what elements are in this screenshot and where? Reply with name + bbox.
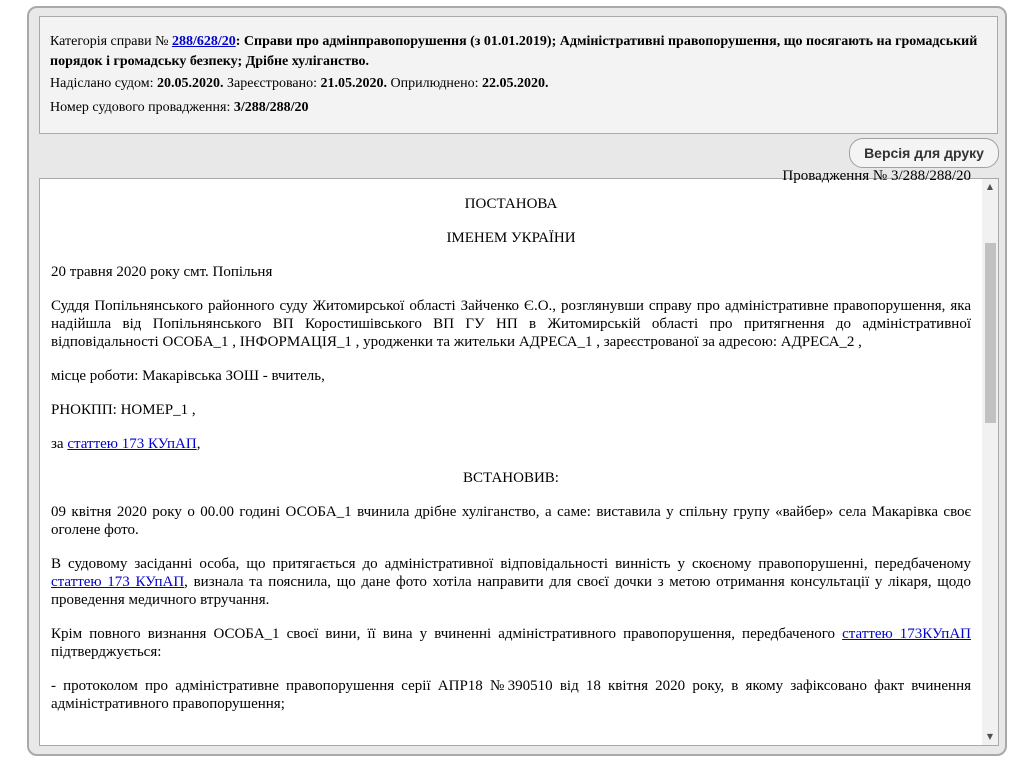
article-suffix: , bbox=[196, 436, 201, 452]
registered-label: Зареєстровано: bbox=[223, 76, 321, 91]
category-text: : Справи про адмінправопорушення (з 01.01.2019); Адміністративні правопорушення, що посягають на громадський порядок і громадську безпеку; Дрібне хуліганство. bbox=[50, 34, 978, 69]
case-number-link[interactable]: 288/628/20 bbox=[171, 34, 236, 49]
document-scrollbar[interactable] bbox=[982, 179, 998, 745]
proceeding-line bbox=[50, 98, 987, 118]
paragraph: - протоколом про адміністративне правопорушення серії АПР18 №390510 від 18 квітня 2020 року, в якому зафіксовано факт вчинення адміністративного правопорушення; bbox=[51, 678, 971, 712]
document-title: ПОСТАНОВА bbox=[464, 196, 558, 212]
paragraph bbox=[51, 555, 971, 609]
article-link[interactable]: статтею 173 КУпАП bbox=[67, 436, 197, 452]
proceeding-number: 3/288/288/20 bbox=[233, 100, 309, 115]
category-prefix: Категорія справи № bbox=[50, 34, 172, 49]
published-date: 22.05.2020. bbox=[482, 76, 549, 91]
paragraph: Суддя Попільнянського районного суду Житомирської області Зайченко Є.О., розглянувши справу про адміністративне правопорушення, яка надійшла від Попільнянського ВП Коростишівського ВП ГУ НП в Житомирській області про притягнення до адміністративної відповідальності ОСОБА_1 , ІНФОРМАЦІЯ_1 , уродженки та жительки АДРЕСА_1 , зареєстрованої за адресою: АДРЕСА_2 , bbox=[51, 298, 971, 350]
document-subtitle: ІМЕНЕМ УКРАЇНИ bbox=[446, 230, 576, 246]
text-span: підтверджується: bbox=[51, 644, 162, 660]
established-heading: ВСТАНОВИВ: bbox=[463, 470, 559, 486]
case-category-line bbox=[50, 32, 987, 72]
sent-date: 20.05.2020. bbox=[157, 76, 224, 91]
print-version-button[interactable]: Версія для друку bbox=[849, 138, 999, 168]
scroll-up-icon[interactable]: ▲ bbox=[986, 182, 994, 191]
sent-label: Надіслано судом: bbox=[50, 76, 157, 91]
article-prefix: за bbox=[51, 436, 68, 452]
article-link[interactable]: статтею 173КУпАП bbox=[842, 626, 971, 642]
document-text bbox=[51, 167, 971, 729]
text-span: Крім повного визнання ОСОБА_1 своєї вини, її вина у вчиненні адміністративного правопорушення, передбаченого bbox=[51, 626, 843, 642]
text-span: В судовому засіданні особа, що притягається до адміністративної відповідальності винність у скоєному правопорушенні, передбаченому bbox=[51, 556, 971, 572]
proceeding-header: Провадження № 3/288/288/20 bbox=[782, 168, 971, 184]
document-viewer[interactable] bbox=[39, 168, 999, 746]
case-info-box bbox=[39, 16, 998, 134]
case-dates-line bbox=[50, 74, 987, 94]
rnokpp: РНОКПП: НОМЕР_1 , bbox=[51, 402, 196, 418]
article-line bbox=[51, 435, 971, 453]
scroll-down-icon[interactable]: ▼ bbox=[986, 732, 994, 741]
date-place: 20 травня 2020 року смт. Попільня bbox=[51, 264, 273, 280]
article-link[interactable]: статтею 173 КУпАП bbox=[51, 574, 185, 590]
paragraph: 09 квітня 2020 року о 00.00 годині ОСОБА_1 вчинила дрібне хуліганство, а саме: виставила у спільну групу «вайбер» села Макарівка своє оголене фото. bbox=[51, 504, 971, 538]
proceeding-label: Номер судового провадження: bbox=[50, 100, 234, 115]
text-span: , визнала та пояснила, що дане фото хотіла направити для своєї дочки з метою отримання консультації у лікаря, щодо проведення медичного втручання. bbox=[51, 574, 972, 608]
published-label: Оприлюднено: bbox=[386, 76, 483, 91]
case-frame bbox=[27, 6, 1007, 756]
scroll-thumb[interactable] bbox=[985, 243, 996, 423]
workplace: місце роботи: Макарівська ЗОШ - вчитель, bbox=[51, 368, 325, 384]
registered-date: 21.05.2020. bbox=[320, 76, 387, 91]
paragraph bbox=[51, 625, 971, 661]
